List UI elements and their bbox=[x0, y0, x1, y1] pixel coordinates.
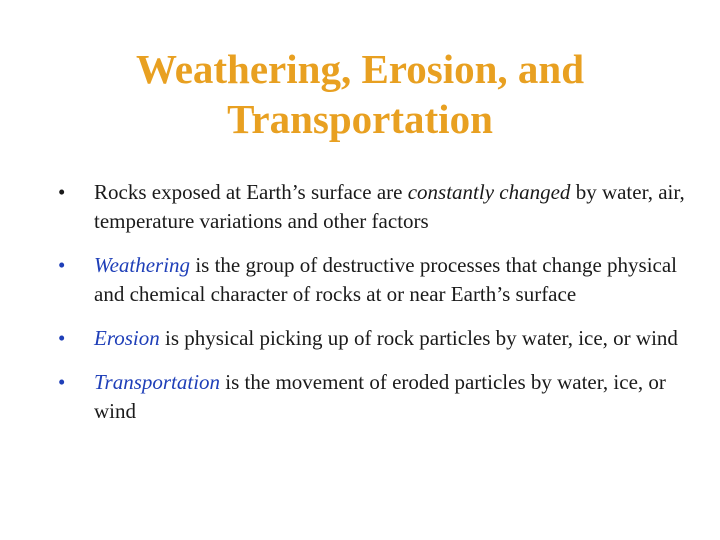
title-line-2: Transportation bbox=[227, 96, 493, 142]
bullet-text: Rocks exposed at Earth’s surface are bbox=[94, 180, 408, 204]
bullet-transportation bbox=[58, 368, 698, 426]
term-weathering: Weathering bbox=[94, 253, 191, 277]
slide-title bbox=[0, 44, 720, 144]
bullet-text: is the movement of eroded particles by water, ice, or wind bbox=[94, 370, 666, 423]
title-line-1: Weathering, Erosion, and bbox=[135, 46, 585, 92]
bullet-marker: • bbox=[58, 180, 66, 204]
bullet-emphasis: constantly changed bbox=[407, 180, 571, 204]
bullet-weathering bbox=[58, 251, 698, 309]
bullet-marker: • bbox=[58, 253, 66, 277]
bullet-text: is the group of destructive processes that change physical and chemical character of rocks at or near Earth’s surface bbox=[94, 253, 677, 306]
bullet-text: by water, air, temperature variations and other factors bbox=[94, 180, 685, 233]
bullet-list bbox=[58, 178, 698, 441]
bullet-erosion bbox=[58, 324, 698, 353]
term-erosion: Erosion bbox=[94, 326, 160, 350]
bullet-marker: • bbox=[58, 370, 66, 394]
term-transportation: Transportation bbox=[94, 370, 221, 394]
bullet-text: is physical picking up of rock particles by water, ice, or wind bbox=[159, 326, 678, 350]
bullet-marker: • bbox=[58, 326, 66, 350]
bullet-rocks-exposed bbox=[58, 178, 698, 236]
